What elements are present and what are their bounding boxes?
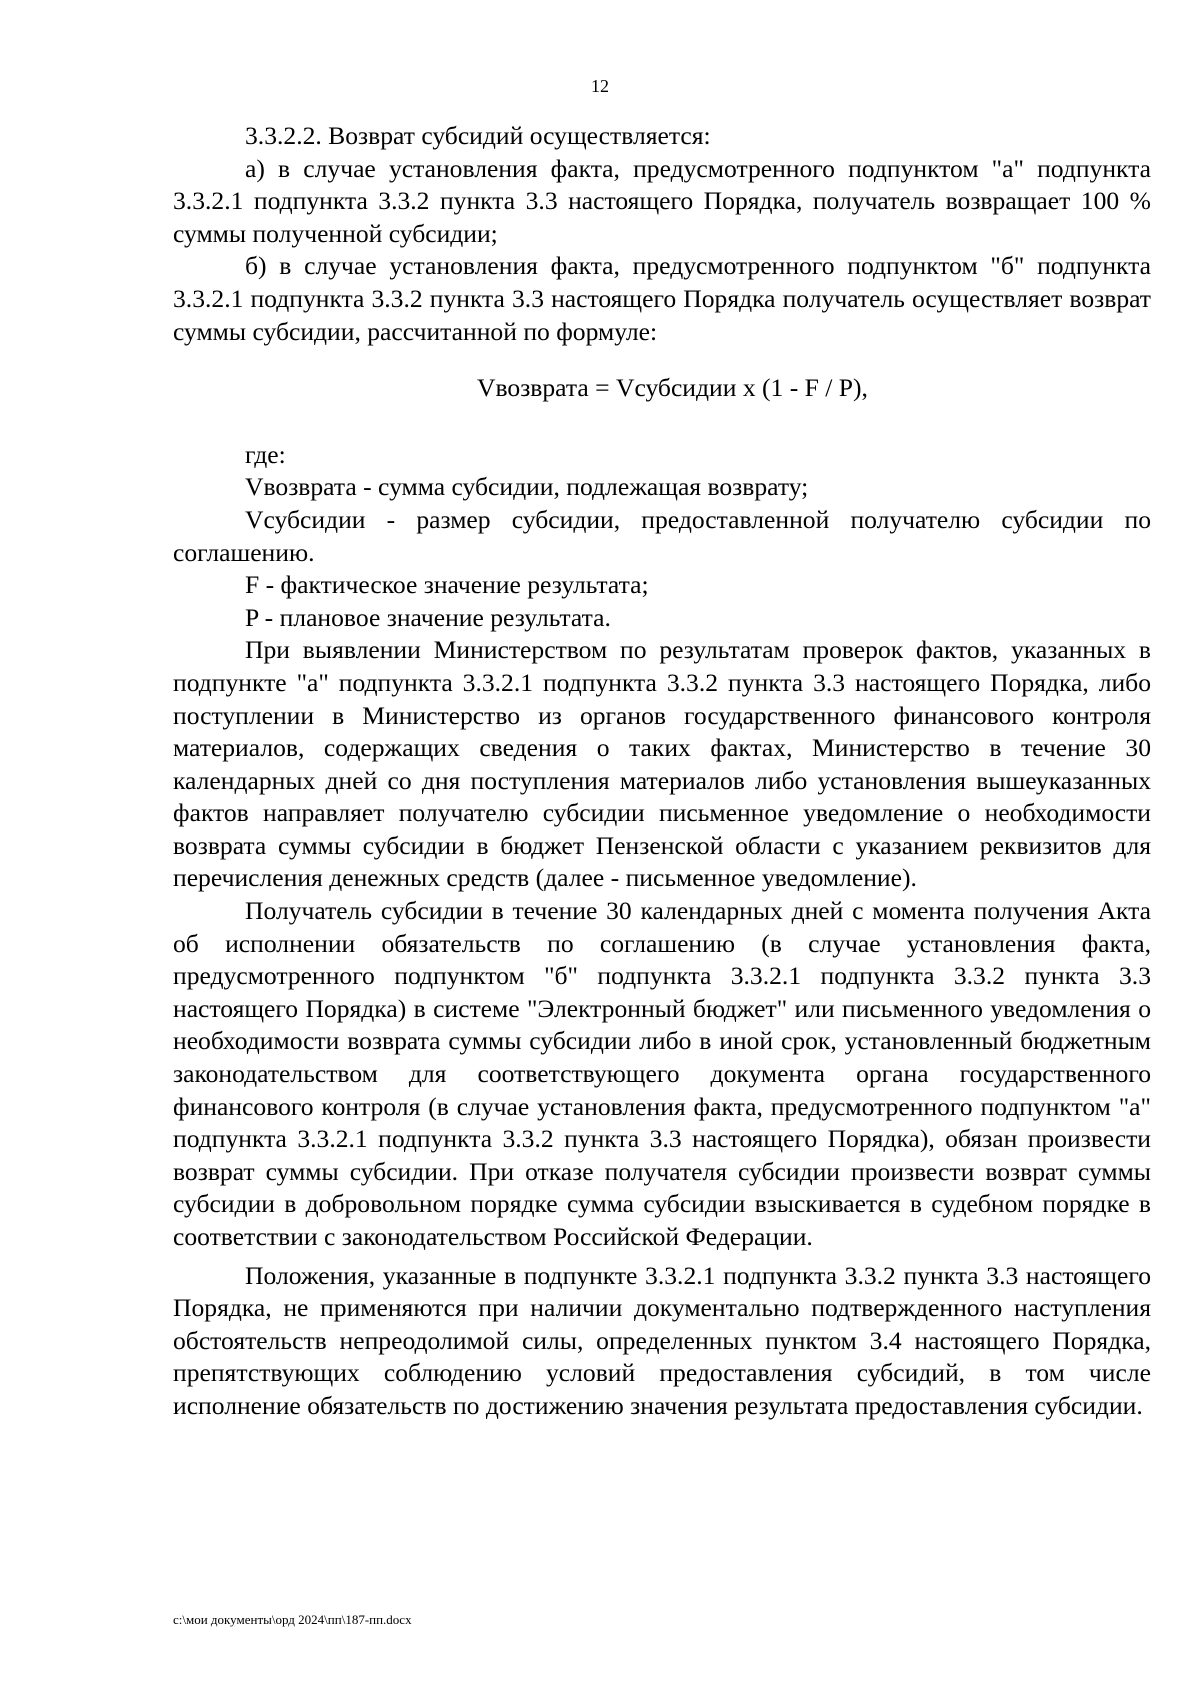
- paragraph-item-a: а) в случае установления факта, предусмотренного подпунктом "а" подпункта 3.3.2.1 подпункта 3.3.2 пункта 3.3 настоящего Порядка, получатель возвращает 100 % суммы полученной субсидии;: [173, 153, 1151, 248]
- where-item-v-return: Vвозврата - сумма субсидии, подлежащая возврату;: [245, 472, 809, 502]
- where-item-v-subsidy: Vсубсидии - размер субсидии, предоставленной получателю субсидии по соглашению.: [173, 504, 1151, 567]
- paragraph-recipient-obligation: Получатель субсидии в течение 30 календарных дней с момента получения Акта об исполнении обязательств по соглашению (в случае установления факта, предусмотренного подпунктом "б" подпункта 3.3.2.1 подпункта 3.3.2 пункта 3.3 настоящего Порядка) в системе "Электронный бюджет" или письменного уведомления о необходимости возврата суммы субсидии либо в иной срок, установленный бюджетным законодательством для соответствующего документа органа государственного финансового контроля (в случае установления факта, предусмотренного подпунктом "а" подпункта 3.3.2.1 подпункта 3.3.2 пункта 3.3 настоящего Порядка), обязан произвести возврат суммы субсидии. При отказе получателя субсидии произвести возврат суммы субсидии в добровольном порядке сумма субсидии взыскивается в судебном порядке в соответствии с законодательством Российской Федерации.: [173, 896, 1151, 1251]
- where-item-p: P - плановое значение результата.: [245, 602, 611, 632]
- paragraph-force-majeure: Положения, указанные в подпункте 3.3.2.1 подпункта 3.3.2 пункта 3.3 настоящего Порядка, не применяются при наличии документально подтвержденного наступления обстоятельств непреодолимой силы, определенных пунктом 3.4 настоящего Порядка, препятствующих соблюдению условий предоставления субсидий, в том числе исполнение обязательств по достижению значения результата предоставления субсидии.: [173, 1260, 1151, 1420]
- where-label: где:: [245, 439, 286, 469]
- footer-file-path: c:\мои документы\орд 2024\пп\187-пп.docx: [173, 1612, 412, 1627]
- where-item-f: F - фактическое значение результата;: [245, 570, 649, 600]
- formula: Vвозврата = Vсубсидии x (1 - F / P),: [477, 373, 868, 403]
- paragraph-item-b: б) в случае установления факта, предусмотренного подпунктом "б" подпункта 3.3.2.1 подпункта 3.3.2 пункта 3.3 настоящего Порядка получатель осуществляет возврат суммы субсидии, рассчитанной по формуле:: [173, 251, 1151, 346]
- document-body: [173, 120, 1151, 1423]
- page-number: 12: [591, 76, 609, 96]
- paragraph-3-3-2-2-heading: 3.3.2.2. Возврат субсидий осуществляется:: [245, 121, 711, 150]
- paragraph-ministry-inspection: При выявлении Министерством по результатам проверок фактов, указанных в подпункте "а" подпункта 3.3.2.1 подпункта 3.3.2 пункта 3.3 настоящего Порядка, либо поступлении в Министерство из органов государственного финансового контроля материалов, содержащих сведения о таких фактах, Министерство в течение 30 календарных дней со дня поступления материалов либо установления вышеуказанных фактов направляет получателю субсидии письменное уведомление о необходимости возврата суммы субсидии в бюджет Пензенской области с указанием реквизитов для перечисления денежных средств (далее - письменное уведомление).: [173, 635, 1151, 893]
